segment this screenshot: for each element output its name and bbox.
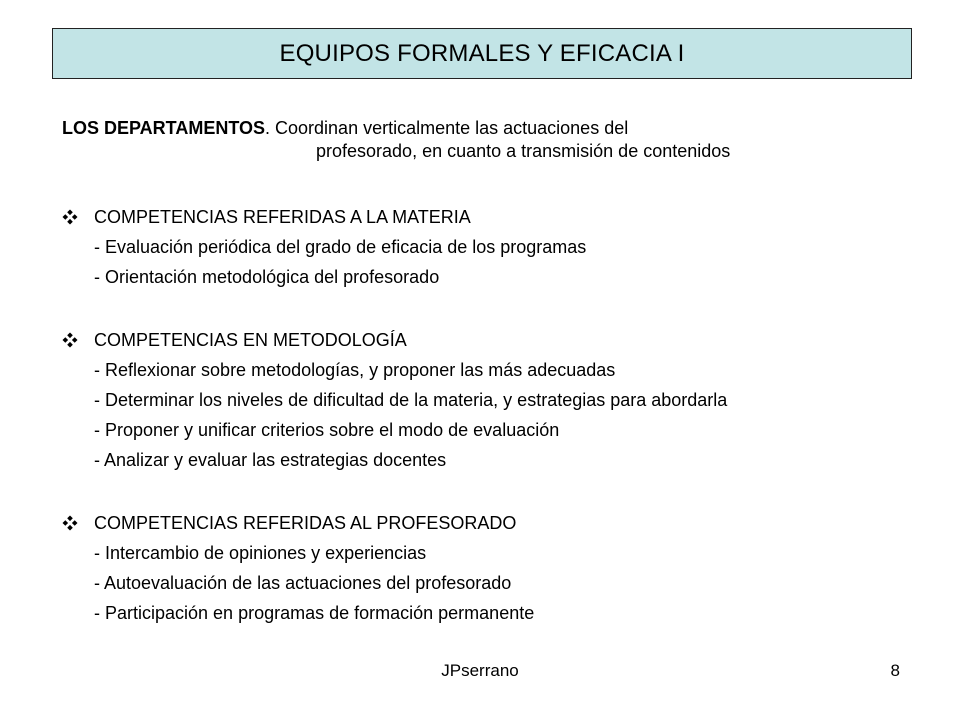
list-item: - Reflexionar sobre metodologías, y proponer las más adecuadas (94, 359, 616, 380)
slide-title: EQUIPOS FORMALES Y EFICACIA I (279, 39, 685, 67)
list-item: - Evaluación periódica del grado de eficacia de los programas (94, 236, 587, 257)
list-item: - Orientación metodológica del profesorado (94, 266, 440, 287)
section-heading: COMPETENCIAS EN METODOLOGÍA (94, 329, 407, 350)
list-item: - Participación en programas de formación permanente (94, 602, 535, 623)
slide-title-box (52, 28, 912, 79)
four-diamond-bullet-icon (62, 515, 78, 531)
page-number: 8 (890, 661, 900, 680)
section-heading-row (62, 202, 912, 232)
section-heading: COMPETENCIAS REFERIDAS A LA MATERIA (94, 206, 471, 227)
section-profesorado (62, 508, 912, 628)
section-heading-row (62, 508, 912, 538)
section-heading-row (62, 325, 912, 355)
intro-line-1 (62, 117, 902, 140)
intro-text-line-2: profesorado, en cuanto a transmisión de contenidos (316, 141, 731, 161)
footer-author: JPserrano (441, 661, 519, 680)
list-item: - Proponer y unificar criterios sobre el modo de evaluación (94, 419, 560, 440)
section-metodologia (62, 325, 912, 475)
list-item: - Intercambio de opiniones y experiencias (94, 542, 427, 563)
four-diamond-bullet-icon (62, 209, 78, 225)
list-item: - Analizar y evaluar las estrategias docentes (94, 449, 447, 470)
section-heading: COMPETENCIAS REFERIDAS AL PROFESORADO (94, 512, 517, 533)
intro-heading: LOS DEPARTAMENTOS (62, 118, 266, 138)
list-item: - Determinar los niveles de dificultad de la materia, y estrategias para abordarla (94, 389, 728, 410)
section-materia (62, 202, 912, 292)
list-item: - Autoevaluación de las actuaciones del profesorado (94, 572, 512, 593)
intro-text-line-1: . Coordinan verticalmente las actuaciones del (265, 118, 629, 138)
four-diamond-bullet-icon (62, 332, 78, 348)
intro-paragraph (62, 117, 902, 163)
